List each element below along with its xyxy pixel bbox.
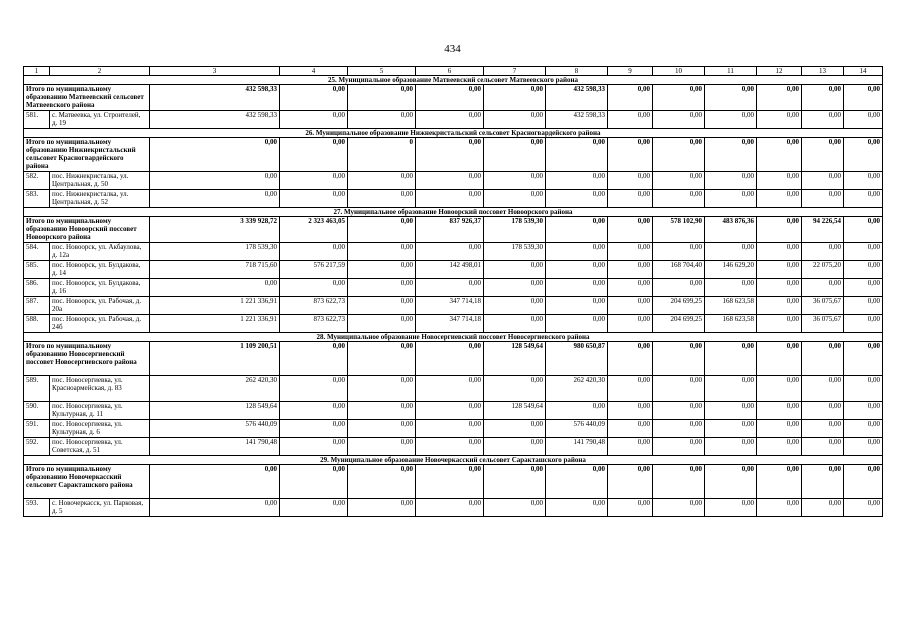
value-cell-col-9: 0,00 [608, 465, 653, 499]
value-cell-col-13: 0,00 [802, 376, 844, 402]
value-cell-col-9: 0,00 [608, 217, 653, 243]
value-cell-col-7: 0,00 [484, 499, 546, 517]
value-cell-col-11: 0,00 [705, 111, 757, 129]
table-row [24, 172, 883, 190]
column-number-11: 11 [705, 67, 757, 76]
page-number: 434 [444, 43, 461, 55]
value-cell-col-9: 0,00 [608, 438, 653, 456]
row-index: 584. [24, 243, 50, 261]
value-cell-col-9: 0,00 [608, 499, 653, 517]
value-cell-col-4: 0,00 [280, 138, 348, 172]
value-cell-col-3: 432 598,33 [150, 111, 280, 129]
table-row [24, 315, 883, 333]
value-cell-col-7: 0,00 [484, 190, 546, 208]
value-cell-col-14: 0,00 [844, 243, 883, 261]
value-cell-col-10: 0,00 [653, 279, 705, 297]
value-cell-col-9: 0,00 [608, 111, 653, 129]
value-cell-col-7: 0,00 [484, 111, 546, 129]
value-cell-col-14: 0,00 [844, 111, 883, 129]
value-cell-col-12: 0,00 [757, 420, 802, 438]
value-cell-col-8: 262 420,30 [546, 376, 608, 402]
row-address: пос. Новоорск, ул. Акбаулова, д. 12а [50, 243, 150, 261]
value-cell-col-3: 0,00 [150, 279, 280, 297]
value-cell-col-12: 0,00 [757, 438, 802, 456]
value-cell-col-6: 0,00 [416, 376, 484, 402]
value-cell-col-13: 0,00 [802, 172, 844, 190]
total-row [24, 465, 883, 499]
value-cell-col-9: 0,00 [608, 138, 653, 172]
value-cell-col-3: 432 598,33 [150, 85, 280, 111]
value-cell-col-3: 1 109 200,51 [150, 342, 280, 376]
value-cell-col-8: 0,00 [546, 172, 608, 190]
value-cell-col-14: 0,00 [844, 402, 883, 420]
row-index: 587. [24, 297, 50, 315]
value-cell-col-5: 0,00 [348, 315, 416, 333]
column-number-5: 5 [348, 67, 416, 76]
value-cell-col-4: 0,00 [280, 85, 348, 111]
value-cell-col-6: 0,00 [416, 138, 484, 172]
value-cell-col-3: 0,00 [150, 465, 280, 499]
value-cell-col-5: 0,00 [348, 499, 416, 517]
value-cell-col-3: 0,00 [150, 190, 280, 208]
value-cell-col-4: 873 622,73 [280, 315, 348, 333]
total-label: Итого по муниципальному образованию Новочеркасский сельсовет Саракташского района [24, 465, 150, 499]
value-cell-col-7: 0,00 [484, 85, 546, 111]
row-index: 592. [24, 438, 50, 456]
value-cell-col-5: 0,00 [348, 111, 416, 129]
value-cell-col-6: 0,00 [416, 402, 484, 420]
value-cell-col-14: 0,00 [844, 85, 883, 111]
value-cell-col-5: 0,00 [348, 190, 416, 208]
table-row [24, 420, 883, 438]
value-cell-col-8: 432 598,33 [546, 111, 608, 129]
value-cell-col-10: 204 699,25 [653, 297, 705, 315]
value-cell-col-12: 0,00 [757, 243, 802, 261]
total-label: Итого по муниципальному образованию Нижнекристальский сельсовет Красногвардейского района [24, 138, 150, 172]
value-cell-col-13: 0,00 [802, 111, 844, 129]
value-cell-col-11: 0,00 [705, 138, 757, 172]
value-cell-col-10: 0,00 [653, 190, 705, 208]
row-address: пос. Новоорск, ул. Рабочая, д. 24б [50, 315, 150, 333]
value-cell-col-12: 0,00 [757, 499, 802, 517]
value-cell-col-13: 0,00 [802, 279, 844, 297]
section-title: 28. Муниципальное образование Новосергиевский поссовет Новосергиевского района [24, 333, 883, 342]
value-cell-col-10: 0,00 [653, 243, 705, 261]
value-cell-col-14: 0,00 [844, 190, 883, 208]
value-cell-col-8: 0,00 [546, 261, 608, 279]
value-cell-col-4: 0,00 [280, 172, 348, 190]
row-address: пос. Новосергиевка, ул. Красноармейская, д. 83 [50, 376, 150, 402]
total-row [24, 217, 883, 243]
value-cell-col-14: 0,00 [844, 420, 883, 438]
value-cell-col-13: 0,00 [802, 243, 844, 261]
column-number-4: 4 [280, 67, 348, 76]
value-cell-col-13: 22 075,20 [802, 261, 844, 279]
value-cell-col-13: 36 075,67 [802, 315, 844, 333]
value-cell-col-4: 0,00 [280, 499, 348, 517]
row-address: с. Матвеевка, ул. Строителей, д. 19 [50, 111, 150, 129]
value-cell-col-8: 0,00 [546, 499, 608, 517]
value-cell-col-10: 0,00 [653, 85, 705, 111]
row-address: пос. Нижнекристалка, ул. Центральная, д. 52 [50, 190, 150, 208]
value-cell-col-10: 0,00 [653, 376, 705, 402]
value-cell-col-9: 0,00 [608, 243, 653, 261]
total-label: Итого по муниципальному образованию Новосергиевский поссовет Новосергиевского района [24, 342, 150, 376]
column-number-9: 9 [608, 67, 653, 76]
value-cell-col-13: 0,00 [802, 342, 844, 376]
value-cell-col-13: 0,00 [802, 465, 844, 499]
value-cell-col-12: 0,00 [757, 297, 802, 315]
value-cell-col-9: 0,00 [608, 172, 653, 190]
value-cell-col-6: 0,00 [416, 172, 484, 190]
column-number-12: 12 [757, 67, 802, 76]
value-cell-col-6: 0,00 [416, 465, 484, 499]
row-address: пос. Новоорск, ул. Булдакова, д. 16 [50, 279, 150, 297]
value-cell-col-7: 0,00 [484, 138, 546, 172]
value-cell-col-11: 483 876,36 [705, 217, 757, 243]
value-cell-col-10: 0,00 [653, 111, 705, 129]
value-cell-col-7: 0,00 [484, 376, 546, 402]
value-cell-col-7: 0,00 [484, 438, 546, 456]
value-cell-col-3: 141 790,48 [150, 438, 280, 456]
value-cell-col-9: 0,00 [608, 315, 653, 333]
row-index: 583. [24, 190, 50, 208]
value-cell-col-13: 94 226,54 [802, 217, 844, 243]
value-cell-col-10: 0,00 [653, 342, 705, 376]
value-cell-col-12: 0,00 [757, 172, 802, 190]
row-index: 588. [24, 315, 50, 333]
value-cell-col-11: 0,00 [705, 499, 757, 517]
row-index: 581. [24, 111, 50, 129]
value-cell-col-3: 718 715,60 [150, 261, 280, 279]
value-cell-col-3: 0,00 [150, 499, 280, 517]
value-cell-col-6: 0,00 [416, 438, 484, 456]
value-cell-col-6: 0,00 [416, 190, 484, 208]
column-number-14: 14 [844, 67, 883, 76]
row-index: 590. [24, 402, 50, 420]
total-row [24, 342, 883, 376]
column-number-2: 2 [50, 67, 150, 76]
value-cell-col-4: 873 622,73 [280, 297, 348, 315]
total-label: Итого по муниципальному образованию Новоорский поссовет Новоорского района [24, 217, 150, 243]
value-cell-col-3: 128 549,64 [150, 402, 280, 420]
value-cell-col-8: 980 650,87 [546, 342, 608, 376]
value-cell-col-6: 0,00 [416, 85, 484, 111]
value-cell-col-9: 0,00 [608, 85, 653, 111]
value-cell-col-7: 178 539,30 [484, 243, 546, 261]
value-cell-col-10: 0,00 [653, 402, 705, 420]
value-cell-col-14: 0,00 [844, 315, 883, 333]
value-cell-col-8: 576 440,09 [546, 420, 608, 438]
value-cell-col-5: 0,00 [348, 261, 416, 279]
value-cell-col-6: 347 714,18 [416, 315, 484, 333]
value-cell-col-14: 0,00 [844, 279, 883, 297]
value-cell-col-9: 0,00 [608, 279, 653, 297]
value-cell-col-14: 0,00 [844, 261, 883, 279]
section-title-row [24, 456, 883, 465]
value-cell-col-4: 0,00 [280, 111, 348, 129]
value-cell-col-5: 0,00 [348, 243, 416, 261]
column-number-6: 6 [416, 67, 484, 76]
value-cell-col-11: 0,00 [705, 85, 757, 111]
table-row [24, 190, 883, 208]
value-cell-col-11: 0,00 [705, 243, 757, 261]
section-title-row [24, 333, 883, 342]
row-index: 582. [24, 172, 50, 190]
column-number-10: 10 [653, 67, 705, 76]
value-cell-col-12: 0,00 [757, 217, 802, 243]
value-cell-col-6: 0,00 [416, 420, 484, 438]
value-cell-col-13: 0,00 [802, 85, 844, 111]
column-number-13: 13 [802, 67, 844, 76]
value-cell-col-11: 0,00 [705, 420, 757, 438]
value-cell-col-6: 0,00 [416, 342, 484, 376]
value-cell-col-6: 0,00 [416, 279, 484, 297]
table-row [24, 438, 883, 456]
value-cell-col-11: 0,00 [705, 190, 757, 208]
table-row [24, 261, 883, 279]
value-cell-col-8: 0,00 [546, 190, 608, 208]
repair-cost-table [23, 66, 883, 517]
value-cell-col-8: 0,00 [546, 465, 608, 499]
value-cell-col-3: 0,00 [150, 172, 280, 190]
section-title: 25. Муниципальное образование Матвеевский сельсовет Матвеевского района [24, 76, 883, 85]
column-number-3: 3 [150, 67, 280, 76]
value-cell-col-11: 0,00 [705, 279, 757, 297]
row-index: 585. [24, 261, 50, 279]
value-cell-col-7: 128 549,64 [484, 342, 546, 376]
value-cell-col-8: 0,00 [546, 315, 608, 333]
value-cell-col-8: 0,00 [546, 217, 608, 243]
value-cell-col-7: 0,00 [484, 297, 546, 315]
value-cell-col-7: 0,00 [484, 172, 546, 190]
value-cell-col-11: 0,00 [705, 465, 757, 499]
total-row [24, 85, 883, 111]
row-address: пос. Нижнекристалка, ул. Центральная, д. 50 [50, 172, 150, 190]
value-cell-col-5: 0,00 [348, 342, 416, 376]
table-row [24, 376, 883, 402]
value-cell-col-8: 0,00 [546, 297, 608, 315]
table-row [24, 111, 883, 129]
value-cell-col-13: 36 075,67 [802, 297, 844, 315]
column-number-1: 1 [24, 67, 50, 76]
value-cell-col-11: 146 629,20 [705, 261, 757, 279]
value-cell-col-9: 0,00 [608, 342, 653, 376]
value-cell-col-7: 0,00 [484, 261, 546, 279]
row-index: 591. [24, 420, 50, 438]
value-cell-col-5: 0,00 [348, 420, 416, 438]
value-cell-col-11: 0,00 [705, 342, 757, 376]
column-number-8: 8 [546, 67, 608, 76]
value-cell-col-13: 0,00 [802, 138, 844, 172]
value-cell-col-4: 0,00 [280, 279, 348, 297]
row-index: 589. [24, 376, 50, 402]
row-index: 593. [24, 499, 50, 517]
value-cell-col-10: 0,00 [653, 465, 705, 499]
value-cell-col-14: 0,00 [844, 376, 883, 402]
value-cell-col-12: 0,00 [757, 111, 802, 129]
value-cell-col-6: 0,00 [416, 243, 484, 261]
table-row [24, 297, 883, 315]
table-row [24, 402, 883, 420]
value-cell-col-12: 0,00 [757, 465, 802, 499]
value-cell-col-7: 0,00 [484, 279, 546, 297]
value-cell-col-4: 0,00 [280, 243, 348, 261]
value-cell-col-7: 128 549,64 [484, 402, 546, 420]
value-cell-col-11: 168 623,58 [705, 315, 757, 333]
value-cell-col-3: 1 221 336,91 [150, 315, 280, 333]
value-cell-col-10: 0,00 [653, 420, 705, 438]
value-cell-col-4: 0,00 [280, 190, 348, 208]
value-cell-col-12: 0,00 [757, 342, 802, 376]
value-cell-col-12: 0,00 [757, 190, 802, 208]
column-number-row [24, 67, 883, 76]
row-address: пос. Новоорск, ул. Рабочая, д. 20а [50, 297, 150, 315]
value-cell-col-14: 0,00 [844, 342, 883, 376]
value-cell-col-10: 0,00 [653, 138, 705, 172]
column-number-7: 7 [484, 67, 546, 76]
value-cell-col-14: 0,00 [844, 172, 883, 190]
section-title: 26. Муниципальное образование Нижнекристальский сельсовет Красногвардейского района [24, 129, 883, 138]
value-cell-col-10: 0,00 [653, 438, 705, 456]
value-cell-col-12: 0,00 [757, 279, 802, 297]
value-cell-col-7: 0,00 [484, 315, 546, 333]
section-title-row [24, 208, 883, 217]
value-cell-col-4: 576 217,59 [280, 261, 348, 279]
row-address: с. Новочеркасск, ул. Парковая, д. 5 [50, 499, 150, 517]
value-cell-col-5: 0,00 [348, 172, 416, 190]
row-address: пос. Новоорск, ул. Булдакова, д. 14 [50, 261, 150, 279]
value-cell-col-10: 168 704,40 [653, 261, 705, 279]
value-cell-col-5: 0,00 [348, 217, 416, 243]
value-cell-col-4: 0,00 [280, 438, 348, 456]
section-title-row [24, 129, 883, 138]
value-cell-col-12: 0,00 [757, 85, 802, 111]
value-cell-col-11: 0,00 [705, 172, 757, 190]
value-cell-col-14: 0,00 [844, 499, 883, 517]
value-cell-col-11: 0,00 [705, 376, 757, 402]
value-cell-col-10: 204 699,25 [653, 315, 705, 333]
total-row [24, 138, 883, 172]
value-cell-col-4: 0,00 [280, 342, 348, 376]
row-index: 586. [24, 279, 50, 297]
value-cell-col-5: 0,00 [348, 465, 416, 499]
table-row [24, 279, 883, 297]
value-cell-col-5: 0,00 [348, 402, 416, 420]
value-cell-col-3: 0,00 [150, 138, 280, 172]
row-address: пос. Новосергиевка, ул. Культурная, д. 6 [50, 420, 150, 438]
value-cell-col-3: 262 420,30 [150, 376, 280, 402]
value-cell-col-7: 0,00 [484, 420, 546, 438]
value-cell-col-4: 0,00 [280, 465, 348, 499]
value-cell-col-13: 0,00 [802, 499, 844, 517]
value-cell-col-13: 0,00 [802, 420, 844, 438]
value-cell-col-4: 0,00 [280, 420, 348, 438]
value-cell-col-14: 0,00 [844, 465, 883, 499]
total-label: Итого по муниципальному образованию Матвеевский сельсовет Матвеевского района [24, 85, 150, 111]
value-cell-col-3: 178 539,30 [150, 243, 280, 261]
value-cell-col-8: 0,00 [546, 243, 608, 261]
value-cell-col-9: 0,00 [608, 402, 653, 420]
value-cell-col-13: 0,00 [802, 190, 844, 208]
value-cell-col-11: 0,00 [705, 438, 757, 456]
value-cell-col-14: 0,00 [844, 217, 883, 243]
value-cell-col-10: 0,00 [653, 172, 705, 190]
value-cell-col-9: 0,00 [608, 297, 653, 315]
value-cell-col-6: 0,00 [416, 499, 484, 517]
value-cell-col-14: 0,00 [844, 297, 883, 315]
value-cell-col-10: 0,00 [653, 499, 705, 517]
value-cell-col-5: 0 [348, 138, 416, 172]
value-cell-col-5: 0,00 [348, 297, 416, 315]
table-row [24, 499, 883, 517]
value-cell-col-3: 3 339 928,72 [150, 217, 280, 243]
value-cell-col-6: 142 498,01 [416, 261, 484, 279]
value-cell-col-12: 0,00 [757, 261, 802, 279]
value-cell-col-6: 0,00 [416, 111, 484, 129]
value-cell-col-14: 0,00 [844, 138, 883, 172]
value-cell-col-6: 347 714,18 [416, 297, 484, 315]
value-cell-col-4: 0,00 [280, 376, 348, 402]
table-row [24, 243, 883, 261]
value-cell-col-8: 0,00 [546, 402, 608, 420]
value-cell-col-9: 0,00 [608, 376, 653, 402]
value-cell-col-9: 0,00 [608, 261, 653, 279]
value-cell-col-12: 0,00 [757, 315, 802, 333]
value-cell-col-5: 0,00 [348, 438, 416, 456]
value-cell-col-10: 578 102,90 [653, 217, 705, 243]
value-cell-col-14: 0,00 [844, 438, 883, 456]
value-cell-col-3: 1 221 336,91 [150, 297, 280, 315]
value-cell-col-13: 0,00 [802, 438, 844, 456]
value-cell-col-8: 0,00 [546, 279, 608, 297]
value-cell-col-9: 0,00 [608, 420, 653, 438]
value-cell-col-11: 168 623,58 [705, 297, 757, 315]
section-title: 27. Муниципальное образование Новоорский поссовет Новоорского района [24, 208, 883, 217]
value-cell-col-8: 432 598,33 [546, 85, 608, 111]
value-cell-col-4: 2 323 463,05 [280, 217, 348, 243]
value-cell-col-5: 0,00 [348, 279, 416, 297]
value-cell-col-5: 0,00 [348, 85, 416, 111]
value-cell-col-12: 0,00 [757, 138, 802, 172]
row-address: пос. Новосергиевка, ул. Советская, д. 51 [50, 438, 150, 456]
row-address: пос. Новосергиевка, ул. Культурная, д. 11 [50, 402, 150, 420]
section-title: 29. Муниципальное образование Новочеркасский сельсовет Саракташского района [24, 456, 883, 465]
value-cell-col-12: 0,00 [757, 376, 802, 402]
section-title-row [24, 76, 883, 85]
value-cell-col-13: 0,00 [802, 402, 844, 420]
value-cell-col-7: 0,00 [484, 465, 546, 499]
value-cell-col-11: 0,00 [705, 402, 757, 420]
value-cell-col-4: 0,00 [280, 402, 348, 420]
value-cell-col-5: 0,00 [348, 376, 416, 402]
value-cell-col-12: 0,00 [757, 402, 802, 420]
value-cell-col-8: 141 790,48 [546, 438, 608, 456]
value-cell-col-6: 837 926,37 [416, 217, 484, 243]
value-cell-col-3: 576 440,09 [150, 420, 280, 438]
value-cell-col-9: 0,00 [608, 190, 653, 208]
value-cell-col-8: 0,00 [546, 138, 608, 172]
value-cell-col-7: 178 539,30 [484, 217, 546, 243]
